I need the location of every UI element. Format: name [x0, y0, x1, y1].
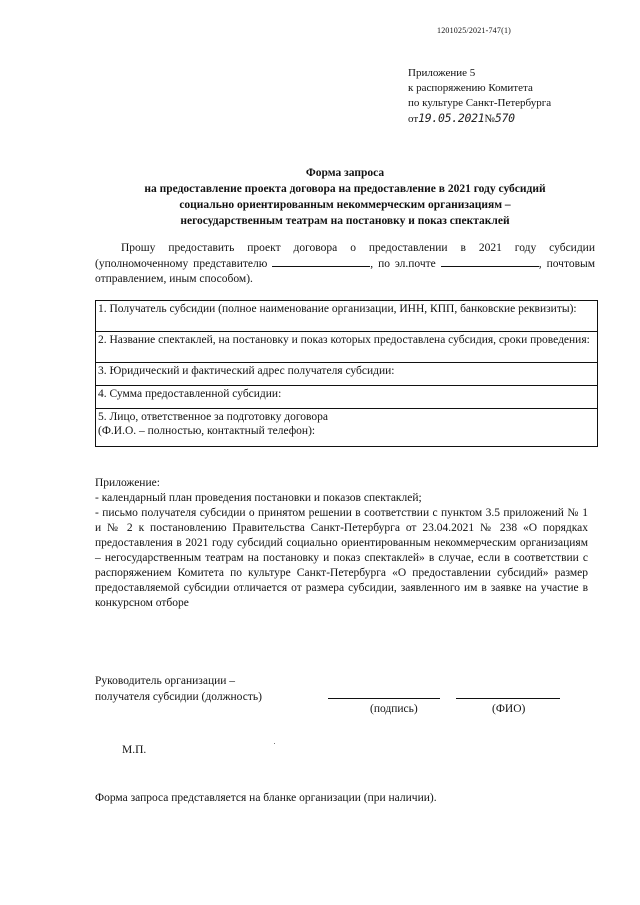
appendix-line3: по культуре Санкт-Петербурга — [408, 97, 552, 109]
stamp-placeholder: М.П. — [122, 744, 147, 756]
signature-block — [95, 673, 262, 705]
handwritten-number: 570 — [494, 111, 515, 125]
title-line4: негосударственным театрам на постановку и показ спектаклей — [180, 215, 510, 227]
signature-label: (подпись) — [370, 703, 418, 715]
form-title — [95, 165, 595, 229]
form-row-recipient[interactable]: 1. Получатель субсидии (полное наименование организации, ИНН, КПП, банковские реквизиты): — [96, 301, 598, 332]
signature-line[interactable] — [328, 698, 440, 699]
appendix-block — [408, 66, 551, 127]
date-prefix: от — [408, 113, 419, 125]
request-text-1: Прошу предоставить проект договора о предоставлении в 2021 году субсидии (уполномоченному представителю — [95, 242, 595, 270]
attachment-item-2: - письмо получателя субсидии о принятом решении в соответствии с пунктом 3.5 приложений № 1 и № 2 к постановлению Правительства Санкт-Петербурга от 23.04.2021 № 238 «О порядках предоставления в 2021 году субсидий социально ориентированным некоммерческим организациям – негосударственным театрам на постановку и показ спектаклей» в случае, если в соответствии с распоряжением Комитета по культуре Санкт-Петербурга «О предоставлении субсидий» размер предоставляемой субсидии отличается от размера субсидии, заявленного им в заявке на участие в конкурсном отборе — [95, 507, 588, 609]
form-row-amount[interactable]: 4. Сумма предоставленной субсидии: — [96, 386, 598, 409]
number-prefix: № — [484, 113, 495, 125]
handwritten-date: 19.05.2021 — [418, 111, 485, 125]
form-row-contact[interactable] — [96, 409, 598, 447]
representative-blank[interactable] — [272, 256, 370, 267]
appendix-line1: Приложение 5 — [408, 67, 476, 79]
request-form-table — [95, 300, 598, 447]
name-line[interactable] — [456, 698, 560, 699]
scan-speck — [274, 743, 275, 744]
title-line2: на предоставление проекта договора на предоставление в 2021 году субсидий — [144, 183, 546, 195]
signature-line1: Руководитель организации – — [95, 675, 236, 687]
request-text-4: почтовым отправлением, иным способом). — [95, 258, 596, 285]
request-text-2: , по эл.почте — [370, 258, 436, 270]
request-paragraph — [95, 241, 595, 287]
footer-note: Форма запроса представляется на бланке организации (при наличии). — [95, 792, 437, 804]
title-line3: социально ориентированным некоммерческим организациям – — [179, 199, 511, 211]
contact-line1: 5. Лицо, ответственное за подготовку договора — [98, 411, 328, 423]
attachment-item-1: - календарный план проведения постановки и показов спектаклей; — [95, 492, 422, 504]
signature-line2: получателя субсидии (должность) — [95, 691, 262, 703]
document-code: 1201025/2021-747(1) — [437, 26, 512, 35]
form-row-performances[interactable]: 2. Название спектаклей, на постановку и показ которых предоставлена субсидия, сроки проведения: — [96, 332, 598, 363]
form-row-address[interactable]: 3. Юридический и фактический адрес получателя субсидии: — [96, 363, 598, 386]
email-blank[interactable] — [441, 256, 539, 267]
title-line1: Форма запроса — [305, 167, 385, 179]
appendix-date-line — [408, 111, 551, 127]
request-text-3: , — [538, 258, 542, 270]
contact-line2: (Ф.И.О. – полностью, контактный телефон): — [98, 425, 316, 437]
appendix-line2: к распоряжению Комитета — [408, 82, 533, 94]
attachments-block — [95, 476, 588, 611]
name-label: (ФИО) — [492, 703, 526, 715]
attachments-heading: Приложение: — [95, 477, 160, 489]
